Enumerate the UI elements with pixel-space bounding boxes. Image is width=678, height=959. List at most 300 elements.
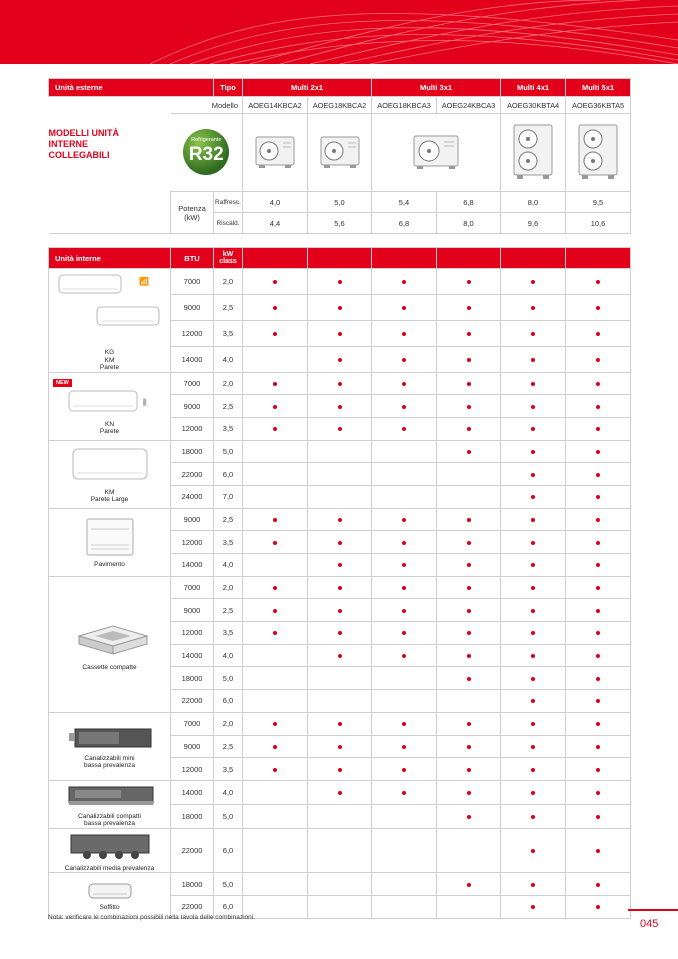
kw-class-value: 2,0	[214, 576, 243, 599]
compatibility-cell	[566, 440, 631, 463]
compatibility-cell	[372, 554, 437, 577]
kw-class-value: 5,0	[214, 804, 243, 828]
compatibility-cell	[501, 576, 566, 599]
compatible-dot	[531, 518, 535, 522]
compatibility-cell	[243, 804, 308, 828]
compatible-dot	[531, 427, 535, 431]
compatible-dot	[531, 768, 535, 772]
outdoor-unit-image-cell	[308, 114, 372, 192]
kw-class-value: 6,0	[214, 828, 243, 873]
cooling-value: 5,4	[372, 192, 437, 213]
outdoor-unit-icon	[318, 133, 362, 171]
compatible-dot	[467, 450, 471, 454]
refrigerant-badge-small: Refrigerante	[191, 136, 222, 143]
kw-class-value: 4,0	[214, 554, 243, 577]
compatibility-cell	[566, 485, 631, 508]
svg-text:📶: 📶	[138, 277, 149, 286]
compatibility-cell	[308, 576, 372, 599]
compatible-dot	[531, 306, 535, 310]
compatible-dot	[531, 358, 535, 362]
compatibility-cell	[308, 346, 372, 372]
compatibility-cell	[243, 463, 308, 486]
indoor-unit-caption: Parete Large	[90, 496, 129, 504]
compatibility-cell	[308, 780, 372, 804]
compatible-dot	[467, 280, 471, 284]
compatible-dot	[273, 722, 277, 726]
kw-class-value: 2,0	[214, 269, 243, 295]
compatibility-cell	[372, 372, 437, 395]
compatible-dot	[596, 654, 600, 658]
compatibility-cell	[501, 712, 566, 735]
compatibility-cell	[437, 372, 501, 395]
compatibility-cell	[372, 644, 437, 667]
compatibility-cell	[437, 599, 501, 622]
compatible-dot	[402, 745, 406, 749]
compatibility-cell	[566, 828, 631, 873]
btu-value: 22000	[171, 690, 214, 713]
compatible-dot	[338, 405, 342, 409]
btu-value: 9000	[171, 294, 214, 320]
compatible-dot	[596, 332, 600, 336]
compatibility-cell	[372, 269, 437, 295]
compatible-dot	[467, 358, 471, 362]
page-number-rule	[628, 909, 678, 911]
compatibility-cell	[501, 294, 566, 320]
cooling-value: 8,0	[501, 192, 566, 213]
compatible-dot	[402, 722, 406, 726]
compatibility-cell	[372, 440, 437, 463]
compatibility-cell	[501, 873, 566, 896]
compatibility-cell	[566, 576, 631, 599]
compatibility-cell	[243, 508, 308, 531]
compatible-dot	[531, 405, 535, 409]
model-name: AOEG36KBTA5	[566, 97, 631, 114]
compatible-dot	[402, 654, 406, 658]
compatible-dot	[596, 745, 600, 749]
compatible-dot	[338, 427, 342, 431]
kw-class-value: 2,0	[214, 712, 243, 735]
compatible-dot	[338, 563, 342, 567]
kw-class-value: 3,5	[214, 531, 243, 554]
compatible-dot	[402, 586, 406, 590]
compatibility-cell	[437, 485, 501, 508]
compatibility-cell	[243, 346, 308, 372]
kw-class-value: 5,0	[214, 440, 243, 463]
compatible-dot	[467, 382, 471, 386]
compatibility-cell	[501, 269, 566, 295]
compatibility-cell	[243, 294, 308, 320]
compatibility-cell	[566, 269, 631, 295]
model-name: AOEG30KBTA4	[501, 97, 566, 114]
compatibility-cell	[501, 554, 566, 577]
btu-value: 24000	[171, 485, 214, 508]
indoor-unit-caption: Parete	[99, 428, 120, 436]
compatibility-cell	[308, 712, 372, 735]
compatible-dot	[596, 358, 600, 362]
compatibility-cell	[437, 780, 501, 804]
btu-value: 22000	[171, 463, 214, 486]
group-header-multi-2x1: Multi 2x1	[243, 79, 372, 97]
compatible-dot	[531, 382, 535, 386]
compatibility-cell	[501, 599, 566, 622]
compatibility-cell	[501, 531, 566, 554]
compatible-dot	[596, 427, 600, 431]
compatibility-cell	[437, 644, 501, 667]
compatibility-cell	[566, 395, 631, 418]
compatibility-cell	[243, 372, 308, 395]
compatible-dot	[467, 745, 471, 749]
compatibility-cell	[501, 320, 566, 346]
compatibility-cell	[501, 758, 566, 781]
compatible-dot	[467, 883, 471, 887]
compatible-dot	[402, 427, 406, 431]
compatible-dot	[273, 518, 277, 522]
outdoor-unit-image-cell	[501, 114, 566, 192]
indoor-row	[49, 873, 631, 896]
compatible-dot	[596, 495, 600, 499]
kw-class-value: 5,0	[214, 873, 243, 896]
btu-value: 22000	[171, 896, 214, 919]
compatibility-cell	[308, 735, 372, 758]
indoor-row	[49, 508, 631, 531]
compatible-dot	[596, 518, 600, 522]
kw-class-value: 6,0	[214, 690, 243, 713]
compatibility-cell	[501, 828, 566, 873]
compatible-dot	[467, 791, 471, 795]
indoor-unit-cell	[49, 508, 171, 576]
compatible-dot	[531, 495, 535, 499]
compatible-dot	[467, 586, 471, 590]
compatibility-cell	[566, 690, 631, 713]
compatibility-cell	[372, 758, 437, 781]
compatible-dot	[531, 849, 535, 853]
compatible-dot	[338, 280, 342, 284]
btu-value: 18000	[171, 804, 214, 828]
compatibility-cell	[437, 735, 501, 758]
compatibility-cell	[566, 599, 631, 622]
compatibility-cell	[308, 896, 372, 919]
compatible-dot	[596, 815, 600, 819]
outdoor-units-header: Unità esterne	[49, 79, 214, 97]
compatibility-cell	[501, 508, 566, 531]
compatible-dot	[531, 883, 535, 887]
wall-unit-kn-icon	[49, 387, 170, 421]
compatibility-cell	[243, 873, 308, 896]
compatible-dot	[596, 699, 600, 703]
compatibility-cell	[437, 463, 501, 486]
compatibility-cell	[437, 758, 501, 781]
compatible-dot	[273, 745, 277, 749]
compatibility-cell	[372, 463, 437, 486]
compatibility-cell	[243, 395, 308, 418]
compatibility-cell	[243, 554, 308, 577]
outdoor-unit-image-cell	[566, 114, 631, 192]
heating-value: 5,6	[308, 213, 372, 234]
compatibility-cell	[372, 395, 437, 418]
compatibility-cell	[501, 644, 566, 667]
indoor-row	[49, 828, 631, 873]
compatibility-cell	[437, 440, 501, 463]
compatible-dot	[531, 450, 535, 454]
compatible-dot	[338, 332, 342, 336]
compatible-dot	[596, 677, 600, 681]
indoor-header-row	[49, 248, 631, 269]
compatibility-cell	[372, 735, 437, 758]
compatibility-cell	[566, 531, 631, 554]
compatible-dot	[596, 849, 600, 853]
kw-class-value: 7,0	[214, 485, 243, 508]
compatible-dot	[596, 768, 600, 772]
cooling-value: 5,0	[308, 192, 372, 213]
compatibility-cell	[243, 735, 308, 758]
footnote: Nota: verificare le combinazioni possibili nella tavola delle combinazioni.	[48, 914, 256, 921]
compatibility-cell	[501, 896, 566, 919]
compatibility-cell	[243, 531, 308, 554]
compatible-dot	[338, 631, 342, 635]
compatibility-cell	[437, 690, 501, 713]
compatible-dot	[596, 791, 600, 795]
compatibility-cell	[566, 372, 631, 395]
compatibility-cell	[243, 712, 308, 735]
compatibility-cell	[437, 554, 501, 577]
compatibility-cell	[372, 508, 437, 531]
compatibility-cell	[308, 320, 372, 346]
compatibility-cell	[501, 372, 566, 395]
indoor-unit-caption: KG	[104, 349, 115, 356]
compatible-dot	[531, 654, 535, 658]
compatible-dot	[531, 473, 535, 477]
outdoor-unit-icon	[576, 122, 620, 182]
compatible-dot	[596, 883, 600, 887]
compatibility-cell	[308, 644, 372, 667]
compatibility-cell	[243, 622, 308, 645]
indoor-header-blank	[243, 248, 308, 269]
btu-value: 9000	[171, 735, 214, 758]
cassette-unit-icon	[49, 618, 170, 664]
compatible-dot	[402, 631, 406, 635]
refrigerant-badge	[183, 129, 229, 175]
indoor-unit-cell	[49, 828, 171, 873]
compatibility-cell	[501, 417, 566, 440]
compatible-dot	[273, 586, 277, 590]
kw-class-value: 2,5	[214, 294, 243, 320]
outdoor-unit-icon	[253, 133, 297, 171]
btu-value: 14000	[171, 780, 214, 804]
compatible-dot	[596, 609, 600, 613]
compatibility-cell	[566, 622, 631, 645]
compatible-dot	[467, 518, 471, 522]
indoor-header-blank	[437, 248, 501, 269]
compatible-dot	[467, 768, 471, 772]
compatible-dot	[467, 722, 471, 726]
group-header-multi-5x1: Multi 5x1	[566, 79, 631, 97]
compatible-dot	[402, 791, 406, 795]
indoor-units-body	[49, 269, 631, 919]
compatibility-cell	[372, 531, 437, 554]
compatibility-cell	[501, 440, 566, 463]
compatibility-cell	[243, 417, 308, 440]
kw-class-value: 6,0	[214, 896, 243, 919]
compatibility-cell	[437, 667, 501, 690]
compatibility-cell	[372, 320, 437, 346]
compatibility-cell	[566, 667, 631, 690]
compatibility-cell	[501, 485, 566, 508]
compatible-dot	[273, 427, 277, 431]
heating-label: Riscald.	[214, 213, 243, 234]
page-number: 045	[640, 918, 659, 930]
compatible-dot	[402, 518, 406, 522]
compatibility-cell	[501, 463, 566, 486]
compatible-dot	[531, 905, 535, 909]
compatibility-cell	[308, 828, 372, 873]
kw-class-value: 2,5	[214, 508, 243, 531]
compatible-dot	[596, 280, 600, 284]
compatibility-cell	[566, 294, 631, 320]
gap-cell	[49, 234, 631, 248]
compatibility-cell	[243, 828, 308, 873]
model-name: AOEG18KBCA3	[372, 97, 437, 114]
compatibility-cell	[308, 622, 372, 645]
compatibility-cell	[372, 346, 437, 372]
compatibility-cell	[372, 599, 437, 622]
btu-value: 14000	[171, 554, 214, 577]
compatibility-cell	[372, 294, 437, 320]
indoor-unit-caption: Cassette compatte	[82, 663, 137, 671]
compatibility-cell	[308, 554, 372, 577]
compatibility-cell	[566, 320, 631, 346]
indoor-unit-caption: KM	[104, 488, 115, 496]
compatibility-cell	[566, 896, 631, 919]
compatible-dot	[531, 745, 535, 749]
btu-value: 18000	[171, 667, 214, 690]
duct-mini-unit-icon	[49, 723, 170, 755]
btu-value: 7000	[171, 269, 214, 295]
compatibility-cell	[308, 417, 372, 440]
compatible-dot	[338, 586, 342, 590]
duct-medium-unit-icon	[49, 829, 170, 865]
model-row	[49, 97, 631, 114]
compatibility-cell	[437, 508, 501, 531]
btu-value: 22000	[171, 828, 214, 873]
compatibility-cell	[566, 508, 631, 531]
btu-value: 9000	[171, 599, 214, 622]
kw-class-header: kW class	[214, 248, 243, 269]
compatible-dot	[596, 722, 600, 726]
compatibility-cell	[308, 758, 372, 781]
compatibility-cell	[437, 712, 501, 735]
compatibility-cell	[566, 804, 631, 828]
compatibility-cell	[437, 320, 501, 346]
compatibility-cell	[566, 554, 631, 577]
compatibility-cell	[566, 735, 631, 758]
power-label: Potenza (kW)	[171, 192, 214, 234]
compatible-dot	[273, 306, 277, 310]
compatible-dot	[402, 541, 406, 545]
compatible-dot	[596, 473, 600, 477]
kw-class-value: 4,0	[214, 346, 243, 372]
compatibility-cell	[243, 599, 308, 622]
compatibility-cell	[308, 485, 372, 508]
compatible-dot	[467, 609, 471, 613]
group-header-multi-4x1: Multi 4x1	[501, 79, 566, 97]
compatibility-cell	[566, 463, 631, 486]
compatible-dot	[338, 358, 342, 362]
compatibility-cell	[308, 531, 372, 554]
compatible-dot	[273, 382, 277, 386]
compatibility-cell	[243, 780, 308, 804]
compatibility-cell	[372, 622, 437, 645]
compatibility-cell	[308, 599, 372, 622]
compatible-dot	[273, 280, 277, 284]
heating-value: 9,6	[501, 213, 566, 234]
compatibility-cell	[437, 417, 501, 440]
compatible-dot	[338, 306, 342, 310]
indoor-row	[49, 780, 631, 804]
kw-class-value: 3,5	[214, 417, 243, 440]
indoor-header-blank	[372, 248, 437, 269]
model-name: AOEG14KBCA2	[243, 97, 308, 114]
compatible-dot	[338, 791, 342, 795]
compatibility-cell	[308, 508, 372, 531]
ceiling-unit-icon	[49, 880, 170, 904]
compatible-dot	[467, 631, 471, 635]
compatibility-cell	[566, 712, 631, 735]
indoor-header-blank	[566, 248, 631, 269]
compatibility-cell	[501, 395, 566, 418]
compatibility-cell	[243, 644, 308, 667]
compatible-dot	[531, 677, 535, 681]
compatible-dot	[273, 541, 277, 545]
compatibility-cell	[437, 828, 501, 873]
compatible-dot	[273, 609, 277, 613]
compatibility-cell	[566, 780, 631, 804]
btu-value: 9000	[171, 508, 214, 531]
power-cool-row	[49, 192, 631, 213]
outdoor-unit-icon	[411, 132, 461, 172]
compatible-dot	[338, 745, 342, 749]
indoor-row	[49, 576, 631, 599]
wall-unit-kg-km-icon	[49, 269, 170, 349]
compatibility-cell	[372, 873, 437, 896]
compatible-dot	[467, 541, 471, 545]
indoor-row	[49, 372, 631, 395]
compatible-dot	[531, 722, 535, 726]
compatible-dot	[467, 654, 471, 658]
compatibility-cell	[566, 873, 631, 896]
power-spacer	[49, 192, 171, 234]
btu-header: BTU	[171, 248, 214, 269]
outdoor-unit-image-cell	[372, 114, 501, 192]
compatibility-cell	[243, 440, 308, 463]
compatibility-cell	[243, 758, 308, 781]
indoor-unit-caption: Pavimento	[94, 561, 125, 569]
indoor-row	[49, 712, 631, 735]
cooling-value: 4,0	[243, 192, 308, 213]
compatibility-cell	[308, 804, 372, 828]
compatible-dot	[402, 358, 406, 362]
compatible-dot	[531, 563, 535, 567]
compatibility-table	[48, 78, 631, 919]
compatibility-cell	[501, 804, 566, 828]
btu-value: 12000	[171, 417, 214, 440]
btu-value: 7000	[171, 372, 214, 395]
compatibility-cell	[566, 417, 631, 440]
kw-class-value: 4,0	[214, 780, 243, 804]
indoor-unit-cell	[49, 372, 171, 440]
compatibility-cell	[437, 346, 501, 372]
compatible-dot	[402, 768, 406, 772]
compatible-dot	[531, 791, 535, 795]
